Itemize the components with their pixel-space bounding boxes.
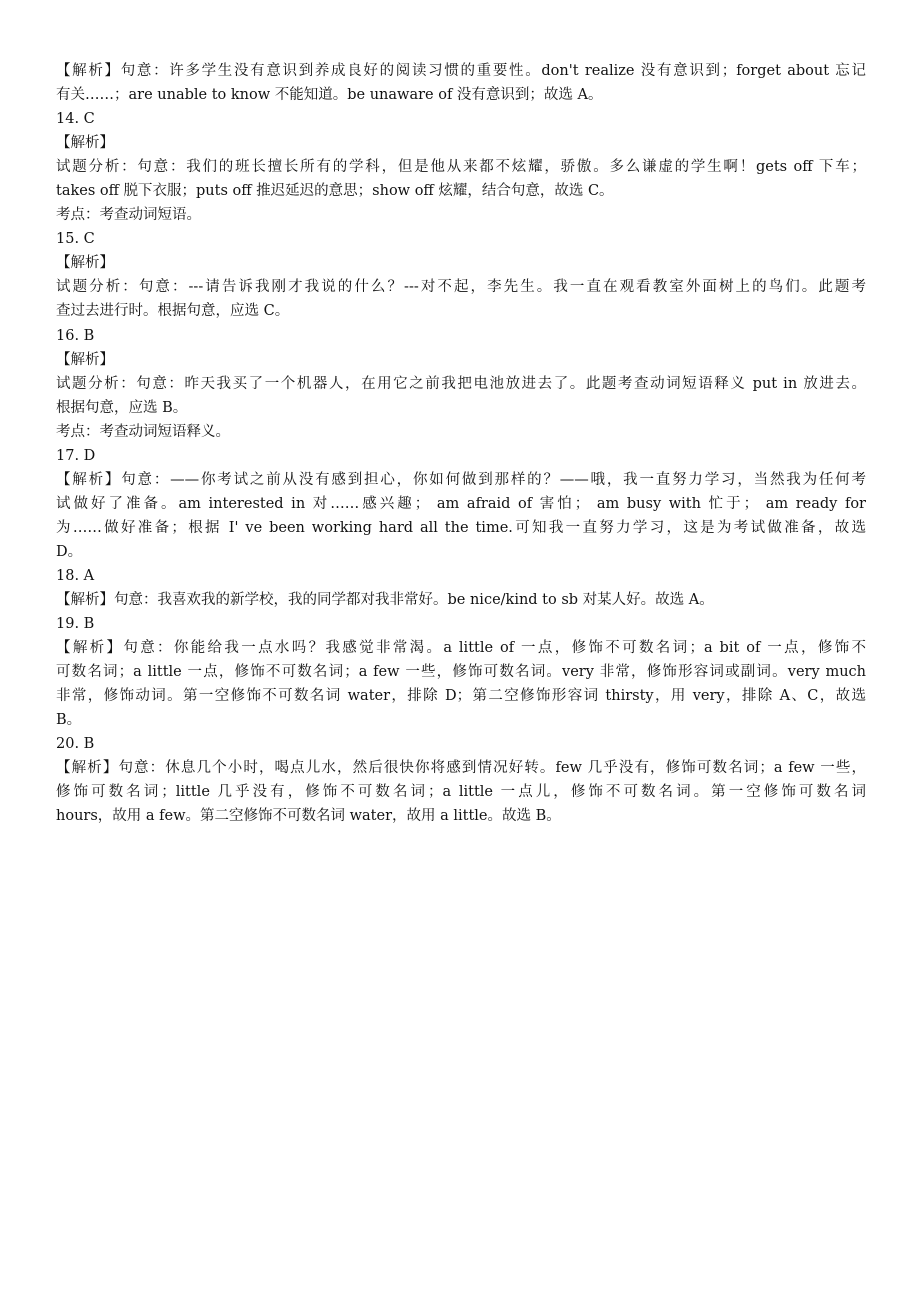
text-line: 为……做好准备；根据 I' ve been working hard all the time.可知我一直努力学习，这是为考试做准备，故选 [56, 519, 866, 536]
text-line: 【解析】句意：许多学生没有意识到养成良好的阅读习惯的重要性。don't realize 没有意识到；forget about 忘记 [56, 63, 866, 79]
text-line: hours，故用 a few。第二空修饰不可数名词 water，故用 a little。故选 B。 [56, 808, 561, 825]
text-line: 查过去进行时。根据句意，应选 C。 [56, 303, 290, 320]
text-line: 试题分析：句意：我们的班长擅长所有的学科，但是他从来都不炫耀，骄傲。多么谦虚的学生啊！gets off 下车； [56, 159, 866, 176]
text-line: 16. B [56, 327, 95, 344]
text-line: 【解析】句意：——你考试之前从没有感到担心，你如何做到那样的？——哦，我一直努力学习，当然我为任何考 [56, 471, 866, 488]
text-line: 试做好了准备。am interested in 对……感兴趣； am afraid of 害怕； am busy with 忙于； am ready for [56, 495, 866, 512]
text-line: 试题分析：句意：---请告诉我刚才我说的什么？---对不起，李先生。我一直在观看教室外面树上的鸟们。此题考 [56, 279, 866, 296]
text-line: 考点：考查动词短语。 [56, 207, 201, 224]
text-line: takes off 脱下衣服；puts off 推迟延迟的意思；show off 炫耀，结合句意，故选 C。 [56, 183, 614, 200]
text-line: 非常，修饰动词。第一空修饰不可数名词 water，排除 D；第二空修饰形容词 thirsty，用 very，排除 A、C，故选 [56, 688, 866, 705]
text-line: 修饰可数名词；little 几乎没有，修饰不可数名词；a little 一点儿，修饰不可数名词。第一空修饰可数名词 [56, 784, 866, 801]
text-line: 【解析】句意：我喜欢我的新学校，我的同学都对我非常好。be nice/kind to sb 对某人好。故选 A。 [56, 592, 714, 609]
text-line: 可数名词；a little 一点，修饰不可数名词；a few 一些，修饰可数名词。very 非常，修饰形容词或副词。very much [56, 664, 866, 681]
text-line: D。 [56, 543, 83, 560]
document-body [56, 59, 866, 829]
text-line: 18. A [56, 567, 95, 584]
text-line: 根据句意，应选 B。 [56, 399, 188, 416]
text-line: 【解析】句意：你能给我一点水吗？我感觉非常渴。a little of 一点，修饰不可数名词；a bit of 一点，修饰不 [56, 640, 866, 657]
text-line: 【解析】 [56, 135, 114, 152]
text-line: 试题分析：句意：昨天我买了一个机器人，在用它之前我把电池放进去了。此题考查动词短语释义 put in 放进去。 [56, 375, 866, 392]
text-line: 【解析】 [56, 255, 114, 272]
text-line: 15. C [56, 231, 95, 248]
text-line: 14. C [56, 111, 95, 128]
text-line: 考点：考查动词短语释义。 [56, 423, 230, 440]
text-line: 【解析】 [56, 351, 114, 368]
text-line: 【解析】句意：休息几个小时，喝点儿水，然后很快你将感到情况好转。few 几乎没有，修饰可数名词；a few 一些， [56, 760, 866, 777]
text-line: 17. D [56, 447, 96, 464]
text-line: B。 [56, 712, 82, 729]
text-line: 有关……；are unable to know 不能知道。be unaware of 没有意识到；故选 A。 [56, 87, 603, 104]
text-line: 19. B [56, 616, 95, 633]
text-line: 20. B [56, 736, 95, 753]
